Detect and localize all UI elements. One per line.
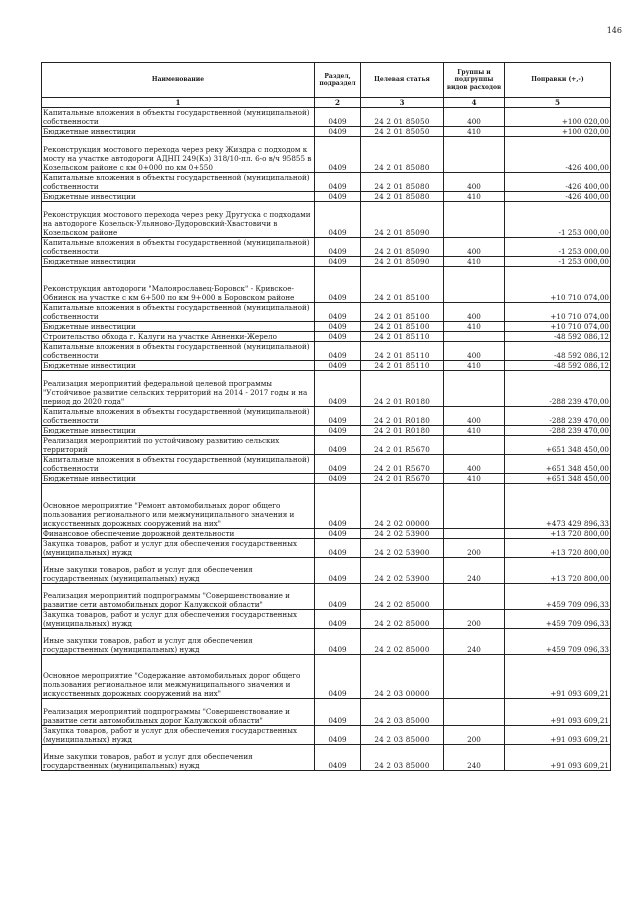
table-row [42,726,611,745]
table-row [42,455,611,474]
row-target-article: 24 2 01 85090 [361,202,444,238]
row-section: 0409 [315,455,361,474]
table-row [42,426,611,436]
row-name: Строительство обхода г. Калуги на участке Анненки-Жерело [42,332,315,342]
row-expense-group: 240 [444,745,505,771]
row-target-article: 24 2 02 85000 [361,584,444,610]
row-target-article: 24 2 01 85110 [361,332,444,342]
row-expense-group [444,484,505,529]
table-row [42,238,611,257]
row-section: 0409 [315,332,361,342]
table-row [42,539,611,558]
row-section: 0409 [315,699,361,726]
row-section: 0409 [315,629,361,655]
row-amount: -288 239 470,00 [505,371,611,407]
row-amount: +100 020,00 [505,108,611,127]
row-section: 0409 [315,361,361,371]
row-expense-group: 200 [444,726,505,745]
row-amount: -1 253 000,00 [505,257,611,267]
row-target-article: 24 2 03 00000 [361,655,444,699]
row-expense-group: 410 [444,192,505,202]
row-expense-group [444,699,505,726]
row-expense-group: 400 [444,455,505,474]
table-header-row [42,63,611,98]
row-name: Реконструкция мостового перехода через реку Другуска с подходами на автодороге Козельск-Ульяново-Дудоровский-Хвастовичи в Козельском районе [42,202,315,238]
row-section: 0409 [315,558,361,584]
row-target-article: 24 2 02 53900 [361,529,444,539]
row-target-article: 24 2 01 85110 [361,361,444,371]
row-section: 0409 [315,202,361,238]
row-section: 0409 [315,539,361,558]
table-row [42,436,611,455]
row-name: Бюджетные инвестиции [42,426,315,436]
row-target-article: 24 2 01 85100 [361,267,444,303]
table-row [42,173,611,192]
column-number: 5 [505,98,611,108]
row-amount: +13 720 800,00 [505,539,611,558]
row-expense-group: 400 [444,342,505,361]
table-row [42,745,611,771]
row-section: 0409 [315,192,361,202]
row-target-article: 24 2 01 85050 [361,108,444,127]
row-name: Капитальные вложения в объекты государственной (муниципальной) собственности [42,407,315,426]
row-amount: +91 093 609,21 [505,745,611,771]
row-target-article: 24 2 03 85000 [361,726,444,745]
row-target-article: 24 2 02 53900 [361,539,444,558]
row-amount: +651 348 450,00 [505,474,611,484]
row-target-article: 24 2 01 85100 [361,322,444,332]
row-expense-group: 400 [444,303,505,322]
row-name: Бюджетные инвестиции [42,257,315,267]
row-expense-group: 410 [444,257,505,267]
row-target-article: 24 2 01 R0180 [361,407,444,426]
row-name: Бюджетные инвестиции [42,474,315,484]
row-amount: +459 709 096,33 [505,629,611,655]
table-row [42,484,611,529]
row-amount: +459 709 096,33 [505,610,611,629]
row-section: 0409 [315,108,361,127]
table-row [42,584,611,610]
row-expense-group: 240 [444,558,505,584]
row-section: 0409 [315,436,361,455]
row-name: Бюджетные инвестиции [42,192,315,202]
row-amount: +459 709 096,33 [505,584,611,610]
row-amount: +10 710 074,00 [505,322,611,332]
row-expense-group: 400 [444,238,505,257]
row-name: Иные закупки товаров, работ и услуг для обеспечения государственных (муниципальных) нужд [42,629,315,655]
row-amount: +651 348 450,00 [505,455,611,474]
row-amount: +473 429 896,33 [505,484,611,529]
row-expense-group: 410 [444,474,505,484]
row-amount: -1 253 000,00 [505,238,611,257]
row-section: 0409 [315,127,361,137]
row-section: 0409 [315,137,361,173]
row-name: Финансовое обеспечение дорожной деятельности [42,529,315,539]
header-group: Группы и подгруппы видов расходов [444,63,505,98]
row-expense-group [444,137,505,173]
row-name: Капитальные вложения в объекты государственной (муниципальной) собственности [42,173,315,192]
row-name: Капитальные вложения в объекты государственной (муниципальной) собственности [42,108,315,127]
table-row [42,192,611,202]
row-amount: +13 720 800,00 [505,558,611,584]
row-amount: +91 093 609,21 [505,699,611,726]
row-name: Бюджетные инвестиции [42,127,315,137]
row-name: Бюджетные инвестиции [42,361,315,371]
row-name: Капитальные вложения в объекты государственной (муниципальной) собственности [42,303,315,322]
page-number: 146 [606,26,622,35]
row-section: 0409 [315,322,361,332]
row-amount: -1 253 000,00 [505,202,611,238]
row-target-article: 24 2 01 85090 [361,238,444,257]
column-number-row [42,98,611,108]
row-section: 0409 [315,342,361,361]
table-row [42,655,611,699]
row-name: Иные закупки товаров, работ и услуг для обеспечения государственных (муниципальных) нужд [42,745,315,771]
table-row [42,699,611,726]
row-name: Реконструкция автодороги "Малоярославец-Боровск" - Кривское-Обнинск на участке с км 6+500 по км 9+000 в Боровском районе [42,267,315,303]
row-amount: -426 400,00 [505,137,611,173]
row-target-article: 24 2 01 R5670 [361,436,444,455]
row-target-article: 24 2 01 R0180 [361,426,444,436]
column-number: 4 [444,98,505,108]
row-section: 0409 [315,610,361,629]
row-section: 0409 [315,584,361,610]
table-row [42,629,611,655]
row-name: Закупка товаров, работ и услуг для обеспечения государственных (муниципальных) нужд [42,726,315,745]
table-row [42,361,611,371]
row-name: Реконструкция мостового перехода через реку Жиздра с подходом к мосту на участке автодороги АДНП 249(Кз) 318/10-пл. 6-о в/ч 95855 в Козельском районе с км 0+000 по км 0+550 [42,137,315,173]
row-target-article: 24 2 01 R5670 [361,455,444,474]
row-amount: +651 348 450,00 [505,436,611,455]
table-row [42,257,611,267]
row-amount: -48 592 086,12 [505,342,611,361]
table-row [42,529,611,539]
row-section: 0409 [315,426,361,436]
row-target-article: 24 2 01 85050 [361,127,444,137]
table-row [42,127,611,137]
row-expense-group [444,202,505,238]
row-name: Реализация мероприятий федеральной целевой программы "Устойчивое развитие сельских территорий на 2014 - 2017 годы и на период до 2020 года" [42,371,315,407]
row-name: Закупка товаров, работ и услуг для обеспечения государственных (муниципальных) нужд [42,610,315,629]
row-expense-group: 410 [444,322,505,332]
row-name: Основное мероприятие "Содержание автомобильных дорог общего пользования региональное или межмуниципального значения и искусственных дорожных сооружений на них" [42,655,315,699]
row-section: 0409 [315,257,361,267]
column-number: 3 [361,98,444,108]
column-number: 2 [315,98,361,108]
row-name: Капитальные вложения в объекты государственной (муниципальной) собственности [42,238,315,257]
table-row [42,342,611,361]
table-row [42,474,611,484]
row-section: 0409 [315,474,361,484]
row-expense-group [444,267,505,303]
row-name: Капитальные вложения в объекты государственной (муниципальной) собственности [42,455,315,474]
row-section: 0409 [315,267,361,303]
row-section: 0409 [315,371,361,407]
header-name: Наименование [42,63,315,98]
row-expense-group: 410 [444,361,505,371]
table-row [42,267,611,303]
row-name: Реализация мероприятий подпрограммы "Совершенствование и развитие сети автомобильных дорог Калужской области" [42,584,315,610]
row-section: 0409 [315,407,361,426]
row-amount: +91 093 609,21 [505,655,611,699]
row-section: 0409 [315,655,361,699]
row-target-article: 24 2 01 85080 [361,192,444,202]
row-section: 0409 [315,238,361,257]
row-target-article: 24 2 01 85080 [361,137,444,173]
header-target: Целевая статья [361,63,444,98]
row-expense-group: 240 [444,629,505,655]
table-row [42,202,611,238]
row-target-article: 24 2 01 85100 [361,303,444,322]
row-expense-group [444,529,505,539]
row-target-article: 24 2 02 53900 [361,558,444,584]
row-section: 0409 [315,745,361,771]
row-target-article: 24 2 02 85000 [361,629,444,655]
row-name: Реализация мероприятий по устойчивому развитию сельских территорий [42,436,315,455]
row-section: 0409 [315,303,361,322]
row-section: 0409 [315,529,361,539]
row-expense-group: 410 [444,426,505,436]
row-target-article: 24 2 01 85080 [361,173,444,192]
row-expense-group: 410 [444,127,505,137]
table-row [42,137,611,173]
table-row [42,610,611,629]
row-expense-group [444,584,505,610]
row-expense-group: 400 [444,108,505,127]
row-amount: -288 239 470,00 [505,426,611,436]
row-target-article: 24 2 01 R5670 [361,474,444,484]
row-amount: +91 093 609,21 [505,726,611,745]
row-amount: +10 710 074,00 [505,303,611,322]
row-name: Закупка товаров, работ и услуг для обеспечения государственных (муниципальных) нужд [42,539,315,558]
row-amount: -426 400,00 [505,192,611,202]
budget-amendments-table [41,62,611,771]
row-name: Реализация мероприятий подпрограммы "Совершенствование и развитие сети автомобильных дорог Калужской области" [42,699,315,726]
row-target-article: 24 2 03 85000 [361,699,444,726]
table-row [42,371,611,407]
column-number: 1 [42,98,315,108]
table-row [42,303,611,322]
table-row [42,332,611,342]
row-amount: -48 592 086,12 [505,332,611,342]
row-expense-group [444,332,505,342]
row-name: Бюджетные инвестиции [42,322,315,332]
table-row [42,322,611,332]
table-row [42,558,611,584]
row-target-article: 24 2 01 85110 [361,342,444,361]
row-target-article: 24 2 03 85000 [361,745,444,771]
header-section: Раздел, подраздел [315,63,361,98]
table-row [42,108,611,127]
row-expense-group: 200 [444,610,505,629]
header-amount: Поправки (+,-) [505,63,611,98]
row-amount: -426 400,00 [505,173,611,192]
row-name: Капитальные вложения в объекты государственной (муниципальной) собственности [42,342,315,361]
row-amount: +13 720 800,00 [505,529,611,539]
row-amount: -288 239 470,00 [505,407,611,426]
row-target-article: 24 2 01 85090 [361,257,444,267]
row-amount: -48 592 086,12 [505,361,611,371]
row-expense-group [444,655,505,699]
row-expense-group: 200 [444,539,505,558]
row-section: 0409 [315,726,361,745]
row-target-article: 24 2 02 85000 [361,610,444,629]
row-target-article: 24 2 01 R0180 [361,371,444,407]
row-target-article: 24 2 02 00000 [361,484,444,529]
row-name: Иные закупки товаров, работ и услуг для обеспечения государственных (муниципальных) нужд [42,558,315,584]
row-name: Основное мероприятие "Ремонт автомобильных дорог общего пользования регионального или межмуниципального значения и искусственных дорожных сооружений на них" [42,484,315,529]
row-expense-group: 400 [444,173,505,192]
row-expense-group [444,371,505,407]
row-section: 0409 [315,173,361,192]
table-row [42,407,611,426]
row-expense-group: 400 [444,407,505,426]
row-section: 0409 [315,484,361,529]
row-expense-group [444,436,505,455]
row-amount: +100 020,00 [505,127,611,137]
row-amount: +10 710 074,00 [505,267,611,303]
